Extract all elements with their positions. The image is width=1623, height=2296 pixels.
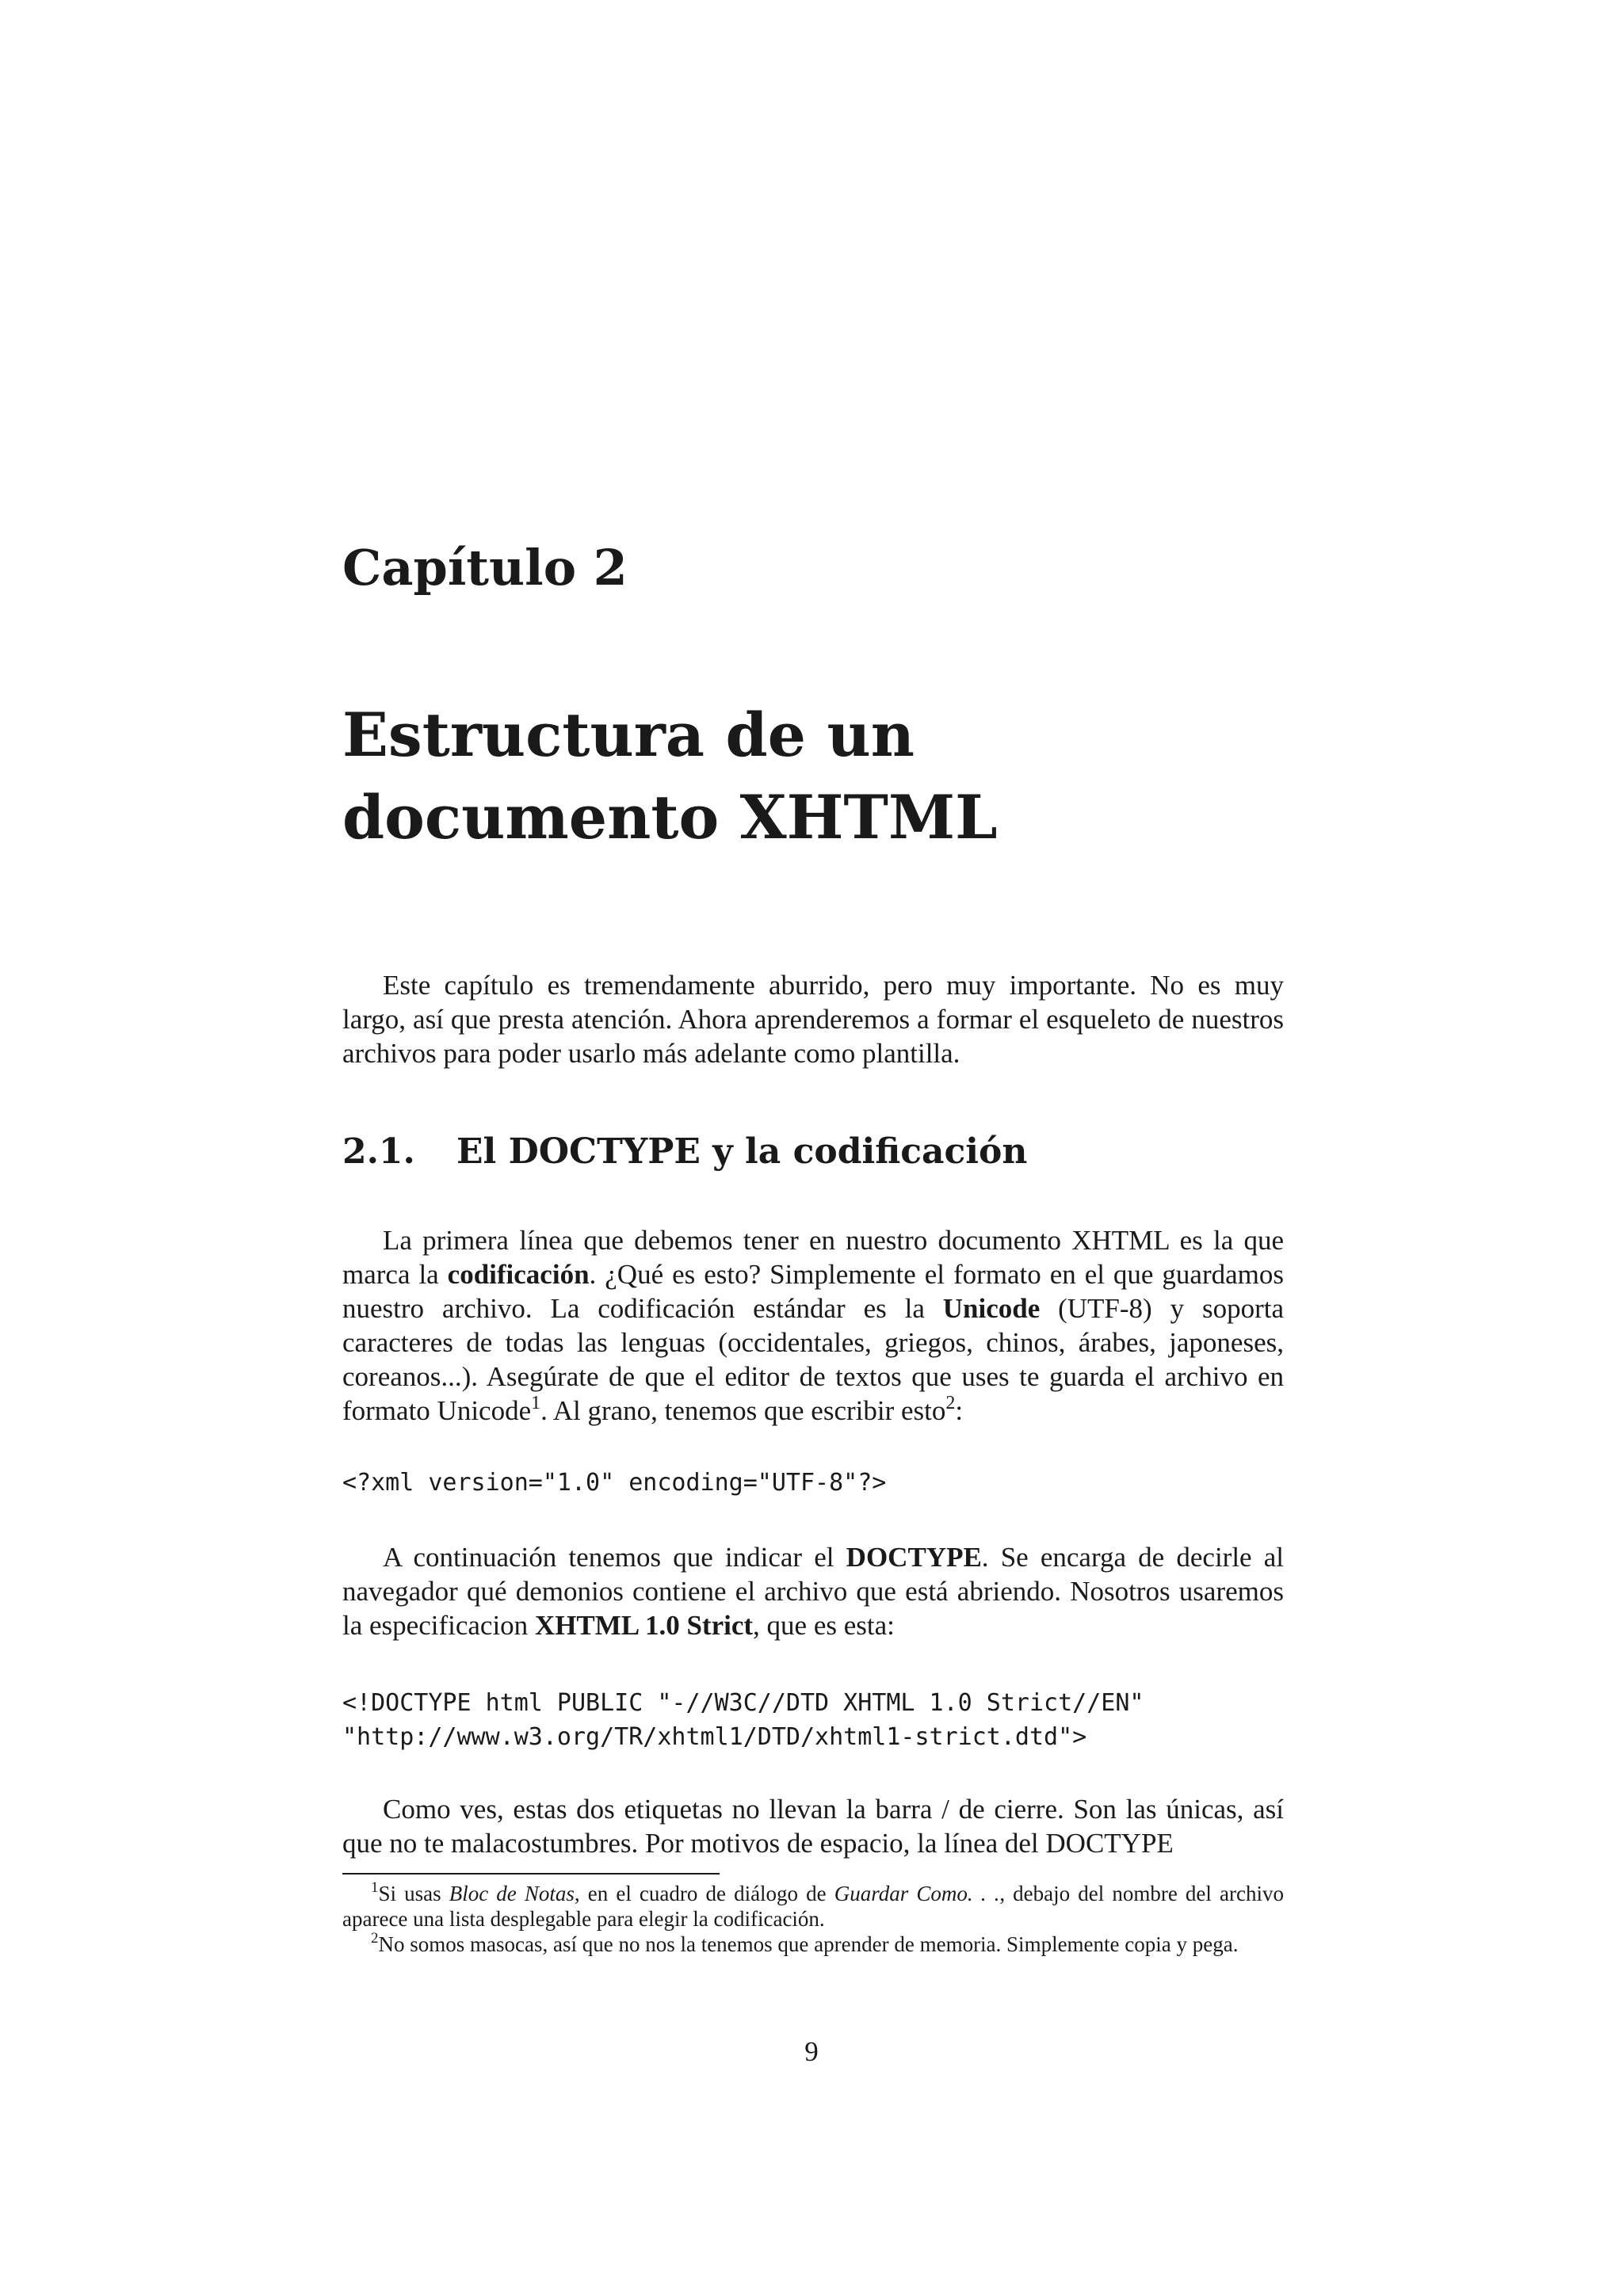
footnote-2 bbox=[342, 1932, 1284, 1957]
paragraph-3: Como ves, estas dos etiquetas no llevan la barra / de cierre. Son las únicas, así que no te malacostumbres. Por motivos de espacio, la línea del DOCTYPE bbox=[342, 1794, 1284, 1859]
footnote-1 bbox=[342, 1881, 1284, 1932]
paragraph-3-block bbox=[342, 1792, 1284, 1860]
italic-term-bloc-de-notas: Bloc de Notas bbox=[449, 1882, 575, 1905]
footnotes-block bbox=[342, 1881, 1284, 1957]
text-run: . Al grano, tenemos que escribir esto bbox=[540, 1395, 946, 1426]
bold-term-doctype: DOCTYPE bbox=[846, 1542, 982, 1573]
chapter-title-line-2: documento XHTML bbox=[342, 782, 998, 852]
footnote-ref-1[interactable]: 1 bbox=[531, 1393, 541, 1413]
bold-term-unicode: Unicode bbox=[942, 1293, 1041, 1324]
text-run: , debajo del nombre del archivo aparece una lista desplegable para elegir la codificación. bbox=[342, 1882, 1284, 1931]
section-title: El DOCTYPE y la codificación bbox=[456, 1131, 1028, 1172]
footnote-ref-2[interactable]: 2 bbox=[945, 1393, 956, 1413]
bold-term-codificacion: codificación bbox=[447, 1259, 590, 1290]
chapter-title-line-1: Estructura de un bbox=[342, 700, 915, 770]
intro-paragraph: Este capítulo es tremendamente aburrido, pero muy importante. No es muy largo, así que presta atención. Ahora aprenderemos a formar el esqueleto de nuestros archivos para poder usarlo más adelante como plantilla. bbox=[342, 970, 1284, 1069]
footnote-divider bbox=[342, 1873, 720, 1875]
italic-term-guardar-como: Guardar Como. . . bbox=[834, 1882, 1000, 1905]
section-heading bbox=[342, 1131, 1028, 1172]
paragraph-2-block bbox=[342, 1540, 1284, 1642]
footnote-2-mark: 2 bbox=[371, 1930, 379, 1947]
code-xml-declaration: <?xml version="1.0" encoding="UTF-8"?> bbox=[342, 1469, 887, 1497]
code-doctype-line-1: <!DOCTYPE html PUBLIC "-//W3C//DTD XHTML 1.0 Strict//EN" bbox=[342, 1689, 1144, 1717]
text-run: La primera línea que debemos tener en nuestro documento XHTML es la que marca la bbox=[342, 1225, 1284, 1290]
text-run: : bbox=[955, 1395, 964, 1426]
paragraph-1-block bbox=[342, 1223, 1284, 1428]
text-run: Si usas bbox=[378, 1882, 449, 1905]
code-doctype-block bbox=[342, 1686, 1144, 1754]
bold-term-xhtml-strict: XHTML 1.0 Strict bbox=[534, 1610, 754, 1641]
text-run: , que es esta: bbox=[753, 1610, 895, 1641]
code-doctype-line-2: "http://www.w3.org/TR/xhtml1/DTD/xhtml1-strict.dtd"> bbox=[342, 1723, 1087, 1751]
text-run: (UTF-8) y soporta caracteres de todas las lenguas (occidentales, griegos, chinos, árabes, japoneses, coreanos...). Asegúrate de que el editor de textos que uses te guarda el archivo en formato Unicode bbox=[342, 1293, 1284, 1426]
intro-block bbox=[342, 968, 1284, 1070]
footnote-1-mark: 1 bbox=[371, 1879, 379, 1896]
paragraph-2 bbox=[342, 1540, 1284, 1642]
chapter-title bbox=[342, 694, 998, 859]
page-number: 9 bbox=[804, 2036, 819, 2067]
paragraph-1 bbox=[342, 1223, 1284, 1428]
text-run: A continuación tenemos que indicar el bbox=[383, 1542, 846, 1573]
section-number: 2.1. bbox=[342, 1131, 415, 1172]
text-run: , en el cuadro de diálogo de bbox=[574, 1882, 834, 1905]
text-run: No somos masocas, así que no nos la tenemos que aprender de memoria. Simplemente copia y pega. bbox=[378, 1932, 1239, 1956]
text-run: . ¿Qué es esto? Simplemente el formato en el que guardamos nuestro archivo. La codificación estándar es la bbox=[342, 1259, 1284, 1324]
text-run: . Se encarga de decirle al navegador qué demonios contiene el archivo que está abriendo. Nosotros usaremos la especificacion bbox=[342, 1542, 1284, 1641]
chapter-label: Capítulo 2 bbox=[342, 539, 628, 597]
